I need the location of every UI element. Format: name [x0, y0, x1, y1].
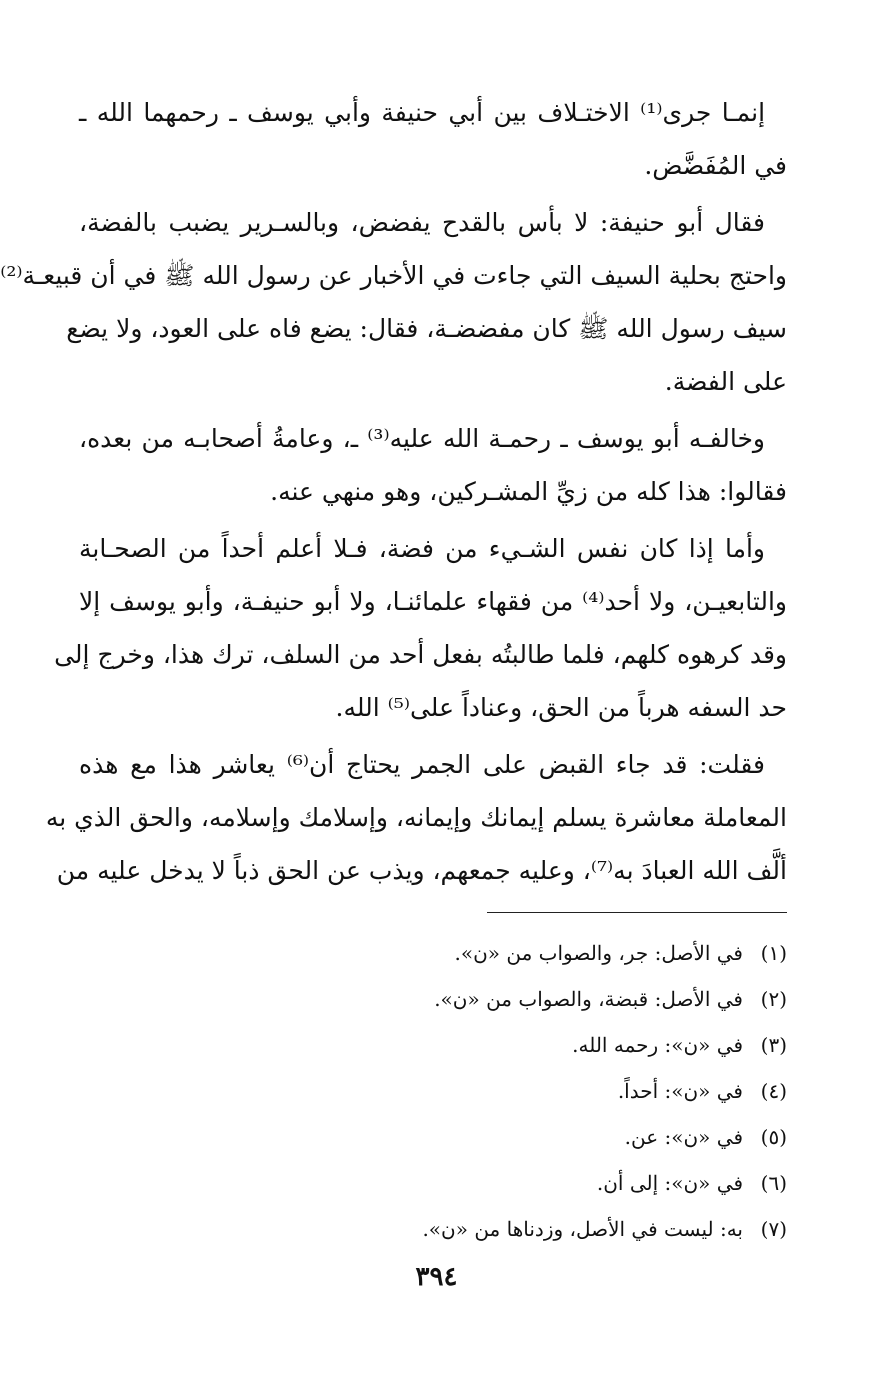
text-line: فقلت: قد جاء القبض على الجمر يحتاج أن⁽⁶⁾ يعاشر هذا مع هذه: [79, 750, 765, 779]
footnote: [87, 1068, 787, 1114]
text-line: وقد كرهوه كلهم، فلما طالبتُه بفعل أحد من السلف، ترك هذا، وخرج إلى: [54, 640, 787, 669]
footnote: [87, 1114, 787, 1160]
main-text: [0, 86, 788, 901]
text-line: المعاملة معاشرة يسلم إيمانك وإيمانه، وإسلامك وإسلامه، والحق الذي به: [45, 803, 787, 832]
footnote: [87, 1160, 787, 1206]
footnote-text: في «ن»: رحمه الله.: [572, 1033, 743, 1057]
footnote: [87, 1022, 787, 1068]
footnote-text: في «ن»: عن.: [624, 1125, 743, 1149]
text-line: حد السفه هرباً من الحق، وعناداً على⁽⁵⁾ الله.: [335, 693, 787, 722]
paragraph: [45, 738, 787, 897]
paragraph: [54, 522, 788, 734]
footnote-text: في «ن»: أحداً.: [617, 1079, 743, 1103]
text-line: في المُفَضَّض.: [644, 151, 787, 180]
text-line: فقال أبو حنيفة: لا بأس بالقدح يفضض، وبالسـرير يضبب بالفضة،: [79, 208, 765, 237]
page-number: ٣٩٤: [415, 1262, 458, 1292]
footnote-text: به: ليست في الأصل، وزدناها من «ن».: [422, 1217, 743, 1241]
footnotes: [87, 930, 787, 1252]
footnote-text: في الأصل: جر، والصواب من «ن».: [454, 941, 743, 965]
footnote-number: (٤): [760, 1079, 787, 1103]
text-line: واحتج بحلية السيف التي جاءت في الأخبار عن رسول الله ﷺ في أن قبيعـة⁽²⁾: [0, 261, 787, 290]
footnote-number: (١): [760, 941, 787, 965]
text-line: إنمـا جرى⁽¹⁾ الاختـلاف بين أبي حنيفة وأبي يوسف ـ رحمهما الله ـ: [79, 98, 766, 127]
footnote-text: في «ن»: إلى أن.: [596, 1171, 743, 1195]
paragraph: [79, 86, 787, 192]
footnote-number: (٧): [760, 1217, 787, 1241]
footnote: [87, 930, 787, 976]
paragraph: [0, 196, 787, 408]
footnote-text: في الأصل: قبضة، والصواب من «ن».: [434, 987, 743, 1011]
footnote-divider: [487, 912, 787, 913]
text-line: والتابعيـن، ولا أحد⁽⁴⁾ من فقهاء علمائنـا، ولا أبو حنيفـة، وأبو يوسف إلا: [79, 587, 788, 616]
text-line: وخالفـه أبو يوسف ـ رحمـة الله عليه⁽³⁾ ـ، وعامةُ أصحابـه من بعده،: [79, 424, 765, 453]
footnote-number: (٦): [760, 1171, 787, 1195]
footnote: [87, 1206, 787, 1252]
footnote: [87, 976, 787, 1022]
footnote-number: (٥): [760, 1125, 787, 1149]
footnote-number: (٣): [760, 1033, 787, 1057]
text-line: وأما إذا كان نفس الشـيء من فضة، فـلا أعلم أحداً من الصحـابة: [79, 534, 765, 563]
text-line: ألَّف الله العبادَ به⁽⁷⁾، وعليه جمعهم، ويذب عن الحق ذباً لا يدخل عليه من: [56, 856, 787, 885]
footnote-number: (٢): [760, 987, 787, 1011]
text-line: على الفضة.: [664, 367, 787, 396]
text-line: فقالوا: هذا كله من زيِّ المشـركين، وهو منهي عنه.: [270, 477, 787, 506]
text-line: سيف رسول الله ﷺ كان مفضضـة، فقال: يضع فاه على العود، ولا يضع: [66, 314, 787, 343]
paragraph: [79, 412, 787, 518]
